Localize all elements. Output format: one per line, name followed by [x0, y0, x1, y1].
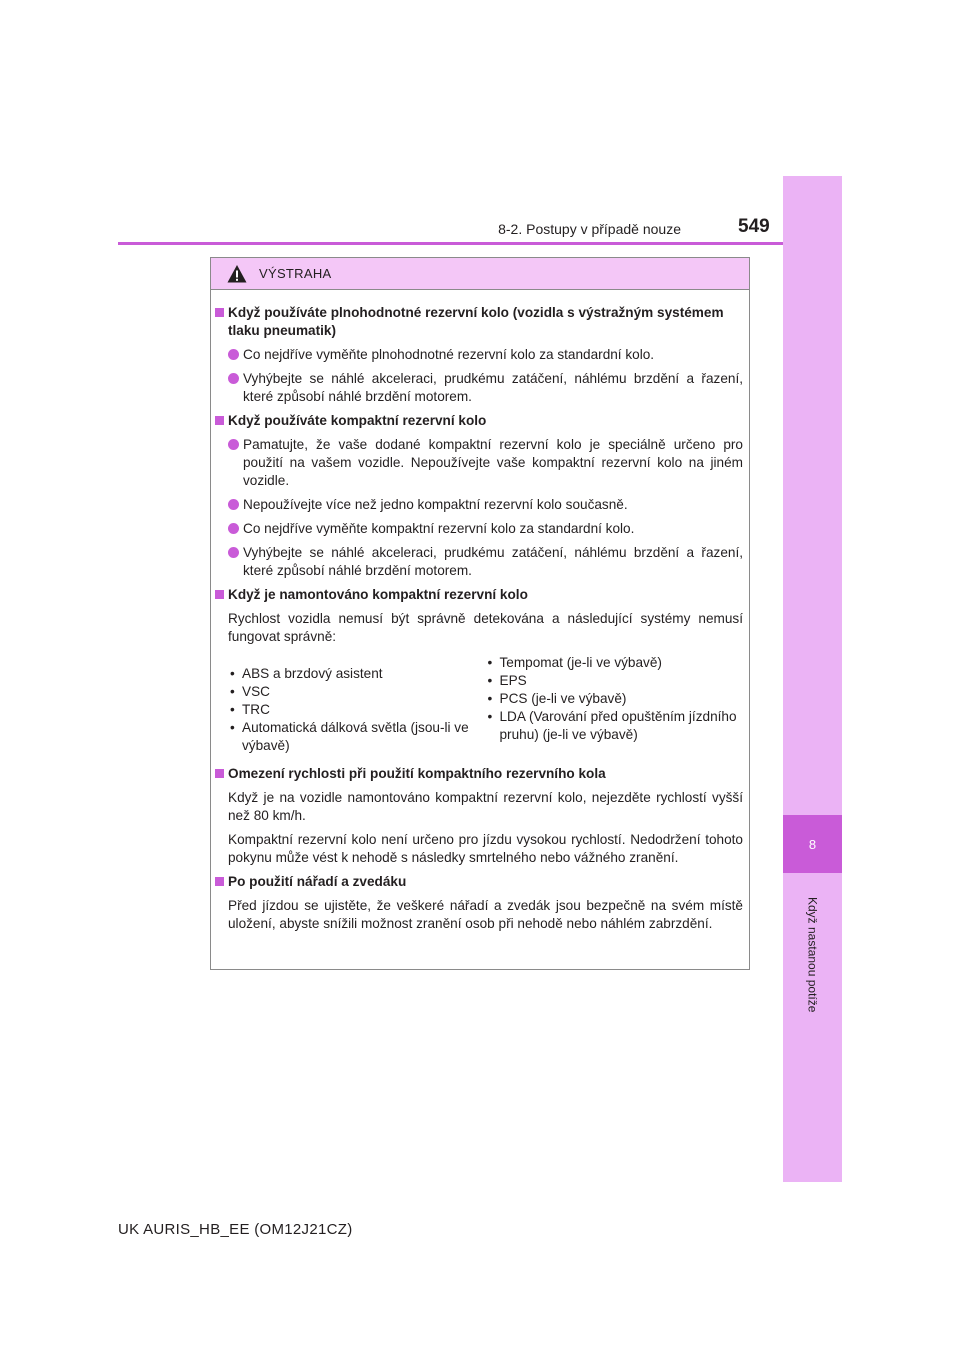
- footer-model-code: UK AURIS_HB_EE (OM12J21CZ): [118, 1221, 353, 1238]
- circle-bullet-icon: [228, 349, 239, 360]
- section-heading-text: Když je namontováno kompaktní rezervní kolo: [228, 587, 528, 602]
- section-heading-text: Když používáte plnohodnotné rezervní kolo (vozidla s výstražným systémem tlaku pneumatik): [228, 305, 724, 338]
- list-item: • TRC: [228, 701, 486, 719]
- list-item: • PCS (je-li ve výbavě): [486, 690, 744, 708]
- warning-triangle-icon: [227, 264, 247, 284]
- list-item: • VSC: [228, 683, 486, 701]
- list-item-text: Nepoužívejte více než jedno kompaktní rezervní kolo současně.: [243, 497, 628, 512]
- section-heading: [215, 304, 743, 340]
- section-heading: [215, 412, 743, 430]
- section-heading-text: Po použití nářadí a zvedáku: [228, 874, 407, 889]
- section-title: 8-2. Postupy v případě nouze: [498, 221, 681, 237]
- list-item: • Automatická dálková světla (jsou-li ve výbavě): [228, 719, 486, 755]
- square-bullet-icon: [215, 416, 224, 425]
- section-heading: [215, 586, 743, 604]
- list-item: [215, 346, 743, 364]
- list-item-text: Vyhýbejte se náhlé akceleraci, prudkému zatáčení, náhlému brzdění a řazení, které způsobí náhlé brzdění motorem.: [243, 371, 743, 404]
- list-item-text: Pamatujte, že vaše dodané kompaktní rezervní kolo je speciálně určeno pro použití na vašem vozidle. Nepoužívejte vaše kompaktní rezervní kolo na jiném vozidle.: [243, 437, 743, 488]
- paragraph: Před jízdou se ujistěte, že veškeré nářadí a zvedák jsou bezpečně na svém místě uložení, abyste snížili možnost zranění osob při nehodě nebo náhlém zabrzdění.: [228, 898, 743, 931]
- page-number: 549: [738, 216, 770, 237]
- section-heading: [215, 765, 743, 783]
- list-item: [215, 436, 743, 490]
- chapter-title-vertical: [783, 880, 842, 1030]
- list-item: [215, 544, 743, 580]
- list-item: [215, 520, 743, 538]
- circle-bullet-icon: [228, 547, 239, 558]
- warning-header: [211, 258, 749, 290]
- square-bullet-icon: [215, 877, 224, 886]
- list-item: [215, 370, 743, 406]
- chapter-title: Když nastanou potíže: [805, 897, 820, 1013]
- circle-bullet-icon: [228, 439, 239, 450]
- section-heading: [215, 873, 743, 891]
- list-item: • EPS: [486, 672, 744, 690]
- header-rule: [118, 242, 783, 245]
- warning-title: VÝSTRAHA: [259, 266, 332, 281]
- systems-column-left: [228, 654, 486, 755]
- paragraph: Když je na vozidle namontováno kompaktní rezervní kolo, nejezděte rychlostí vyšší než 80 km/h.: [228, 790, 743, 823]
- square-bullet-icon: [215, 769, 224, 778]
- square-bullet-icon: [215, 308, 224, 317]
- list-item: [215, 496, 743, 514]
- paragraph: Rychlost vozidla nemusí být správně detekována a následující systémy nemusí fungovat správně:: [228, 611, 743, 644]
- list-item: • Tempomat (je-li ve výbavě): [486, 654, 744, 672]
- list-item-text: Co nejdříve vyměňte kompaktní rezervní kolo za standardní kolo.: [243, 521, 635, 536]
- square-bullet-icon: [215, 590, 224, 599]
- section-heading-text: Když používáte kompaktní rezervní kolo: [228, 413, 487, 428]
- section-heading-text: Omezení rychlosti při použití kompaktního rezervního kola: [228, 766, 606, 781]
- systems-column-right: [486, 654, 744, 755]
- chapter-number: 8: [783, 815, 842, 873]
- list-item: • LDA (Varování před opuštěním jízdního pruhu) (je-li ve výbavě): [486, 708, 744, 744]
- side-chapter-tab: [783, 176, 842, 1182]
- circle-bullet-icon: [228, 523, 239, 534]
- list-item-text: Co nejdříve vyměňte plnohodnotné rezervní kolo za standardní kolo.: [243, 347, 655, 362]
- list-item-text: Vyhýbejte se náhlé akceleraci, prudkému zatáčení, náhlému brzdění a řazení, které způsobí náhlé brzdění motorem.: [243, 545, 743, 578]
- list-item: • ABS a brzdový asistent: [228, 665, 486, 683]
- circle-bullet-icon: [228, 499, 239, 510]
- warning-content: [215, 304, 743, 939]
- warning-box: [210, 257, 750, 970]
- affected-systems-list: [215, 654, 743, 755]
- circle-bullet-icon: [228, 373, 239, 384]
- paragraph: Kompaktní rezervní kolo není určeno pro jízdu vysokou rychlostí. Nedodržení tohoto pokynu může vést k nehodě s následky smrtelného nebo vážného zranění.: [228, 832, 743, 865]
